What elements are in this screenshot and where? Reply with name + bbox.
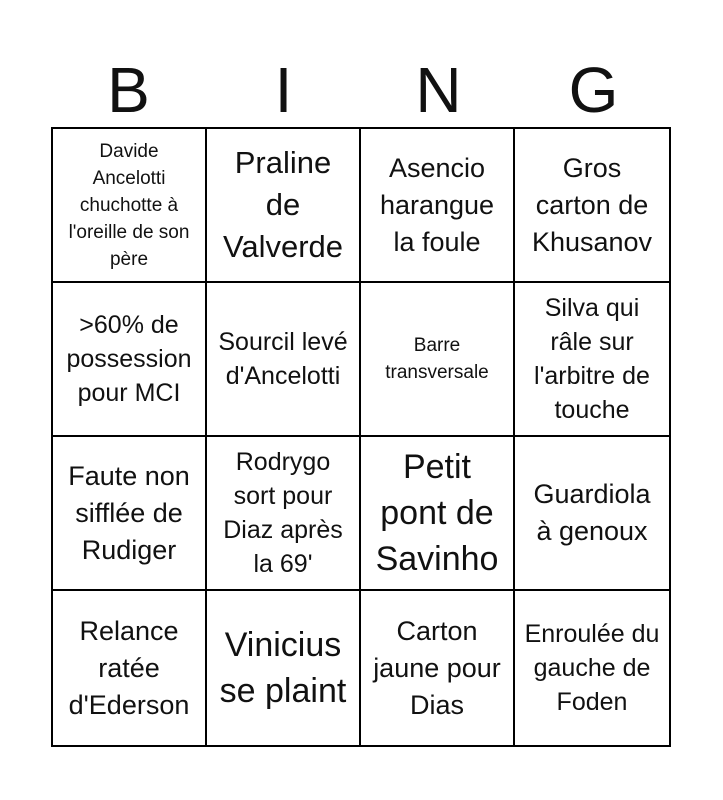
cell-text: Praline de Valverde (222, 145, 344, 264)
bingo-cell[interactable] (53, 129, 207, 283)
bingo-cell[interactable] (515, 283, 669, 437)
bingo-card (51, 127, 671, 747)
bingo-cell[interactable] (53, 283, 207, 437)
header-letter-g: G (568, 54, 619, 126)
cell-text: Barre transversale (385, 335, 489, 383)
bingo-cell[interactable] (515, 591, 669, 745)
bingo-cell[interactable] (53, 591, 207, 745)
cell-text: Faute non sifflée de Rudiger (68, 460, 190, 565)
cell-text: Gros carton de Khusanov (531, 152, 653, 257)
cell-text: Vinicius se plaint (219, 626, 347, 710)
cell-text: >60% de possession pour MCI (66, 311, 192, 407)
bingo-cell[interactable] (361, 437, 515, 591)
cell-text: Asencio harangue la foule (379, 152, 495, 257)
bingo-cell[interactable] (207, 283, 361, 437)
header-letter-i: I (274, 54, 293, 126)
bingo-cell[interactable] (515, 437, 669, 591)
cell-text: Sourcil levé d'Ancelotti (218, 328, 348, 390)
cell-text: Carton jaune pour Dias (373, 615, 501, 720)
cell-text: Enroulée du gauche de Foden (524, 620, 660, 716)
bingo-cell[interactable] (361, 283, 515, 437)
bingo-cell[interactable] (207, 437, 361, 591)
bingo-cell[interactable] (207, 591, 361, 745)
cell-text: Guardiola à genoux (533, 479, 651, 546)
bingo-cell[interactable] (207, 129, 361, 283)
bingo-header (51, 52, 671, 128)
bingo-cell[interactable] (515, 129, 669, 283)
cell-text: Relance ratée d'Ederson (68, 615, 190, 720)
bingo-cell[interactable] (53, 437, 207, 591)
bingo-cell[interactable] (361, 129, 515, 283)
cell-text: Rodrygo sort pour Diaz après la 69' (223, 448, 343, 578)
cell-text: Davide Ancelotti chuchotte à l'oreille de son père (68, 140, 190, 270)
cell-text: Silva qui râle sur l'arbitre de touche (534, 294, 650, 424)
header-letter-b: B (107, 54, 150, 126)
bingo-cell[interactable] (361, 591, 515, 745)
cell-text: Petit pont de Savinho (375, 448, 499, 578)
header-letter-n: N (415, 54, 462, 126)
